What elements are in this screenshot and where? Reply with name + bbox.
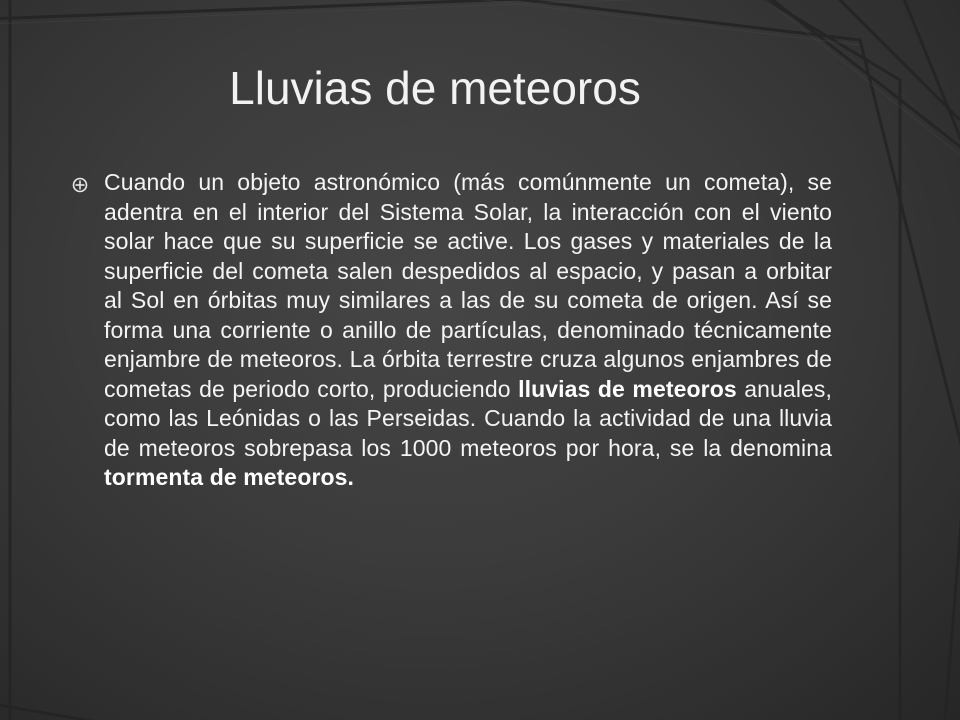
body-bold-lluvias: lluvias de meteoros xyxy=(518,375,737,402)
frame-line-5 xyxy=(880,0,960,260)
circled-plus-bullet-icon xyxy=(72,177,88,193)
body-bold-tormenta: tormenta de meteoros. xyxy=(104,464,355,490)
frame-line-4 xyxy=(0,700,200,720)
body-paragraph xyxy=(104,168,832,493)
slide-title: Lluvias de meteoros xyxy=(229,62,641,114)
body-text-segment-1: Cuando un objeto astronómico (más comúnmente un cometa), se adentra en el interior del Sistema Solar, la interacción con el viento solar hace que su superficie se active. Los gases y materiales de la superficie del cometa salen despedidos al espacio, y pasan a orbitar al Sol en órbitas muy similares a las de su cometa de origen. Así se forma una corriente o anillo de partículas, denominado técnicamente enjambre de meteoros. La órbita terrestre cruza algunos enjambres de cometas de periodo corto, produciendo xyxy=(104,169,832,402)
bullet-list-item xyxy=(72,168,832,493)
body-text-segment-2: anuales, como las Leónidas o las Perseidas. Cuando la actividad de una lluvia de meteoros sobrepasa los 1000 meteoros por hora, se la denomina xyxy=(104,375,833,461)
